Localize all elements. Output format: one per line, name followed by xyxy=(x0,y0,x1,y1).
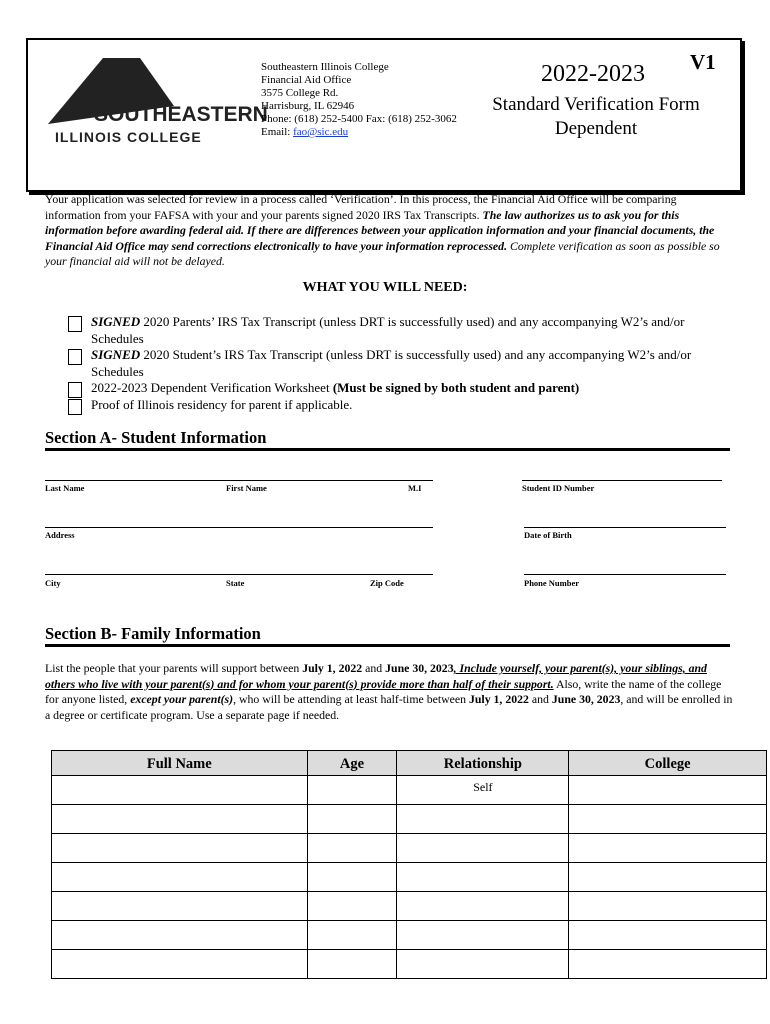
table-row xyxy=(52,776,767,805)
college-name: Southeastern Illinois College xyxy=(261,61,389,73)
logo-text-bottom: ILLINOIS COLLEGE xyxy=(55,129,202,145)
version-label: V1 xyxy=(690,50,716,74)
name-field-line[interactable] xyxy=(45,480,433,481)
table-row xyxy=(52,950,767,979)
instr-date: July 1, 2022 xyxy=(302,661,363,675)
table-row xyxy=(52,805,767,834)
cell-relationship[interactable] xyxy=(397,805,569,834)
instr-text: , and will be enrolled in a degree or certificate program. Use a separate page if needed. xyxy=(45,692,733,722)
cell-college[interactable] xyxy=(569,863,767,892)
table-row xyxy=(52,921,767,950)
cell-college[interactable] xyxy=(569,892,767,921)
checkbox[interactable] xyxy=(68,399,82,415)
form-title-line2: Dependent xyxy=(554,118,638,139)
checklist-item xyxy=(68,380,718,397)
zip-label: Zip Code xyxy=(370,578,404,588)
table-row xyxy=(52,834,767,863)
item-text: 2022-2023 Dependent Verification Worksheet xyxy=(91,380,333,395)
email-line xyxy=(261,126,457,139)
checkbox[interactable] xyxy=(68,316,82,332)
city-state-zip: Harrisburg, IL 62946 xyxy=(261,100,355,112)
instr-text: List the people that your parents will support between xyxy=(45,661,303,675)
phone-fax: Phone: (618) 252-5400 Fax: (618) 252-3062 xyxy=(261,113,457,125)
cell-college[interactable] xyxy=(569,921,767,950)
table-row xyxy=(52,892,767,921)
cell-full-name[interactable] xyxy=(52,950,308,979)
form-year: 2022-2023 xyxy=(541,61,645,87)
student-id-field-line[interactable] xyxy=(522,480,722,481)
section-a-title: Section A- Student Information xyxy=(45,428,267,447)
cell-college[interactable] xyxy=(569,776,767,805)
instr-text: and xyxy=(528,692,552,706)
cell-age[interactable] xyxy=(307,863,397,892)
cell-college[interactable] xyxy=(569,950,767,979)
instr-text: Also, write the name of the college for anyone listed, xyxy=(45,676,722,706)
instr-emphasis: , Include yourself, your parent(s), your siblings, and others who live with your parent(s) and for whom your parent(s) provide more than half of their support. xyxy=(45,661,707,691)
section-b-title: Section B- Family Information xyxy=(45,624,261,643)
cell-age[interactable] xyxy=(307,921,397,950)
intro-text-3: Complete verification as soon as possible so your financial aid will not be delayed. xyxy=(45,238,720,268)
first-name-label: First Name xyxy=(226,483,267,493)
family-instructions xyxy=(45,661,735,723)
item-bold-note: (Must be signed by both student and parent) xyxy=(332,380,580,395)
dob-field-line[interactable] xyxy=(524,527,726,528)
state-label: State xyxy=(226,578,245,588)
intro-paragraph xyxy=(45,192,735,270)
cell-age[interactable] xyxy=(307,805,397,834)
phone-label: Phone Number xyxy=(524,578,580,588)
instr-text: , who will be attending at least half-time between xyxy=(233,692,469,706)
logo-text-top: SOUTHEASTERN xyxy=(94,103,268,126)
street-address: 3575 College Rd. xyxy=(261,87,339,99)
phone-field-line[interactable] xyxy=(524,574,726,575)
cell-college[interactable] xyxy=(569,834,767,863)
section-a-rule xyxy=(45,448,730,451)
form-title-line1: Standard Verification Form xyxy=(492,94,700,115)
cell-age[interactable] xyxy=(307,834,397,863)
cell-full-name[interactable] xyxy=(52,921,308,950)
section-b-rule xyxy=(45,644,730,647)
cell-full-name[interactable] xyxy=(52,776,308,805)
item-text: 2020 Parents’ IRS Tax Transcript (unless DRT is successfully used) and any accompanying W2’s and/or Schedules xyxy=(91,314,685,346)
checkbox[interactable] xyxy=(68,349,82,365)
cell-age[interactable] xyxy=(307,776,397,805)
cell-relationship[interactable] xyxy=(397,863,569,892)
instr-text: and xyxy=(362,661,386,675)
email-link[interactable]: fao@sic.edu xyxy=(293,126,349,138)
instr-date: June 30, 2023 xyxy=(551,692,621,706)
cell-age[interactable] xyxy=(307,892,397,921)
need-title: WHAT YOU WILL NEED: xyxy=(302,280,468,295)
cell-relationship[interactable] xyxy=(397,892,569,921)
header-full-name: Full Name xyxy=(52,751,308,776)
checklist-item xyxy=(68,397,718,414)
table-header-row xyxy=(52,751,767,776)
cell-age[interactable] xyxy=(307,950,397,979)
instr-date: July 1, 2022 xyxy=(468,692,529,706)
cell-full-name[interactable] xyxy=(52,892,308,921)
contact-block xyxy=(261,61,457,139)
item-emphasis: SIGNED xyxy=(91,347,141,362)
address-label: Address xyxy=(45,530,75,540)
cell-relationship[interactable]: Self xyxy=(397,776,569,805)
city-label: City xyxy=(45,578,61,588)
cell-full-name[interactable] xyxy=(52,863,308,892)
header-relationship: Relationship xyxy=(397,751,569,776)
intro-text-2: The law authorizes us to ask you for this information before awarding federal aid. If there are differences between your application information and your financial documents, the Financial Aid Office may send corrections electronically to have your information reprocessed. xyxy=(45,207,715,253)
item-text: Proof of Illinois residency for parent if applicable. xyxy=(91,396,353,412)
form-title xyxy=(470,93,722,141)
college-logo xyxy=(48,56,268,148)
cell-college[interactable] xyxy=(569,805,767,834)
office-name: Financial Aid Office xyxy=(261,74,352,86)
instr-date: June 30, 2023 xyxy=(385,661,454,675)
family-table xyxy=(51,750,767,979)
checklist-item xyxy=(68,347,718,380)
mi-label: M.I xyxy=(408,483,422,493)
city-field-line[interactable] xyxy=(45,574,433,575)
item-emphasis: SIGNED xyxy=(91,314,141,329)
intro-text-1: Your application was selected for review in a process called ‘Verification’. In this process, the Financial Aid Office will be comparing information from your FAFSA with your and your parents signed 2020 IRS Tax Transcripts. xyxy=(45,192,677,222)
checklist-item xyxy=(68,314,718,347)
cell-relationship[interactable] xyxy=(397,921,569,950)
header-college: College xyxy=(569,751,767,776)
table-row xyxy=(52,863,767,892)
dob-label: Date of Birth xyxy=(524,530,572,540)
email-label: Email: xyxy=(261,126,294,138)
item-text: 2020 Student’s IRS Tax Transcript (unless DRT is successfully used) and any accompanying W2’s and/or Schedules xyxy=(91,347,692,379)
instr-emphasis: except your parent(s) xyxy=(130,692,234,706)
checklist xyxy=(68,314,718,413)
address-field-line[interactable] xyxy=(45,527,433,528)
cell-relationship[interactable] xyxy=(397,950,569,979)
cell-relationship[interactable] xyxy=(397,834,569,863)
student-id-label: Student ID Number xyxy=(522,483,595,493)
cell-full-name[interactable] xyxy=(52,805,308,834)
last-name-label: Last Name xyxy=(45,483,85,493)
header-age: Age xyxy=(307,751,397,776)
cell-full-name[interactable] xyxy=(52,834,308,863)
